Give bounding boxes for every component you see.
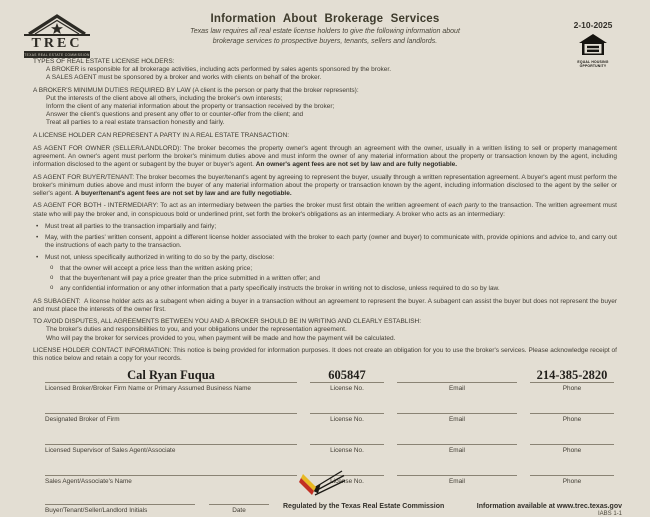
types-line-sales-agent: A SALES AGENT must be sponsored by a broker and works with clients on behalf of the broker.: [46, 74, 322, 82]
duties-line-4: Treat all parties to a real estate transaction honestly and fairly.: [46, 119, 225, 127]
field-supervisor-name[interactable]: [45, 430, 297, 445]
agent-buyer-lead: AS AGENT FOR BUYER/TENANT:: [33, 173, 135, 181]
email-label: Email: [449, 478, 465, 486]
phone-label: Phone: [562, 416, 582, 424]
regulated-by-text: Regulated by the Texas Real Estate Commission: [283, 503, 445, 511]
form-cell-designated-phone: [530, 399, 614, 423]
supervisor-label: Licensed Supervisor of Sales Agent/Associate: [45, 447, 176, 455]
form-cell-broker-name: [45, 368, 297, 392]
agent-buyer-body: The broker becomes the buyer/tenant's agent by agreeing to represent the buyer, usually through a written representation agreement. A buyer's agent must perform the broker's minimum duties above and must inform the buyer of any material information about the property or transaction known by the agent, including information disclosed to the agent by the seller or seller's agent.: [33, 173, 617, 197]
bullet-must-not-disclose: • Must not, unless specifically authorized in writing to do so by the party, disclose:: [33, 254, 617, 262]
disputes-heading: TO AVOID DISPUTES, ALL AGREEMENTS BETWEEN YOU AND A BROKER SHOULD BE IN WRITING AND CLEARLY ESTABLISH:: [33, 318, 422, 326]
subtitle-line-1: Texas law requires all real estate license holders to give the following information about: [190, 28, 460, 35]
phone-label: Phone: [562, 478, 582, 486]
form-cell-sales-agent-phone: [530, 461, 614, 485]
sales-agent-label: Sales Agent/Associate's Name: [45, 478, 132, 486]
form-cell-broker-phone: [530, 368, 614, 392]
equal-housing-text: [577, 60, 608, 68]
agent-owner-bold: An owner's agent fees are not set by law and are fully negotiable.: [255, 160, 458, 168]
section-duties-heading: A BROKER'S MINIMUM DUTIES REQUIRED BY LAW (A client is the person or party that the broker represents):: [33, 86, 359, 94]
field-date[interactable]: [209, 494, 269, 505]
designated-broker-label: Designated Broker of Firm: [45, 416, 120, 424]
equal-housing-line-1: EQUAL HOUSING: [577, 60, 609, 64]
field-sales-agent-name[interactable]: [45, 461, 297, 476]
header-right: [556, 20, 630, 72]
form-cell-designated-license: [310, 399, 384, 423]
section-types: [33, 58, 617, 82]
field-broker-phone[interactable]: 214-385-2820: [530, 368, 614, 383]
disputes-line-2: Who will pay the broker for services provided to you, when payment will be made and how the payment will be calculated.: [46, 334, 396, 342]
title-block: [110, 0, 540, 47]
info-available-block: [469, 494, 622, 517]
trec-wordmark: TREC: [24, 34, 90, 53]
form-cell-broker-email: [397, 368, 517, 392]
paragraph-agent-buyer: [33, 174, 617, 198]
field-initials[interactable]: [45, 494, 195, 505]
field-broker-email[interactable]: [397, 368, 517, 383]
phone-label: Phone: [562, 385, 582, 393]
paragraph-subagent: [33, 298, 617, 314]
section-represent-heading: A LICENSE HOLDER CAN REPRESENT A PARTY IN A REAL ESTATE TRANSACTION:: [33, 132, 290, 139]
date-label: Date: [232, 507, 246, 515]
trec-logo: [24, 13, 90, 58]
body-text: [33, 58, 617, 363]
paragraph-contact-info: [33, 347, 617, 363]
subagent-lead: AS SUBAGENT:: [33, 297, 81, 305]
form-cell-broker-license: [310, 368, 384, 392]
license-no-label: License No.: [330, 416, 364, 424]
info-available-text: Information available at www.trec.texas.gov: [476, 503, 622, 511]
equal-housing-line-2: OPPORTUNITY: [579, 64, 607, 68]
license-no-label: License No.: [330, 447, 364, 455]
types-line-broker: A BROKER is responsible for all brokerage activities, including acts performed by sales agents sponsored by the broker.: [46, 66, 392, 74]
form-cell-designated-name: [45, 399, 297, 423]
email-label: Email: [449, 416, 465, 424]
duties-line-2: Inform the client of any material information about the property or transaction received by the broker;: [46, 103, 335, 111]
form-cell-designated-email: [397, 399, 517, 423]
form-cell-supervisor-email: [397, 430, 517, 454]
sub-bullet-offer-price: o that the buyer/tenant will pay a price greater than the price submitted in a written offer; and: [33, 275, 617, 283]
form-cell-supervisor-name: [45, 430, 297, 454]
subtitle: [110, 27, 540, 47]
field-supervisor-phone[interactable]: [530, 430, 614, 445]
form-row-designated-broker: [0, 399, 650, 423]
field-sales-agent-phone[interactable]: [530, 461, 614, 476]
section-duties: [33, 87, 617, 128]
bullet-impartial: • Must treat all parties to the transaction impartially and fairly;: [33, 223, 617, 231]
field-designated-broker-phone[interactable]: [530, 399, 614, 414]
email-label: Email: [449, 385, 465, 393]
disputes-line-1: The broker's duties and responsibilities to you, and your obligations under the representation agreement.: [46, 326, 347, 334]
initials-label: Buyer/Tenant/Seller/Landlord Initials: [45, 507, 148, 515]
sub-bullet-confidential: o any confidential information or any other information that a party specifically instructs the broker in writing not to disclose, unless required to do so by law.: [33, 285, 617, 293]
agent-buyer-bold: A buyer/tenant's agent fees are not set by law and are fully negotiable.: [74, 189, 292, 197]
bullet-appoint: • May, with the parties' written consent, appoint a different license holder associated with the broker to each party (owner and buyer) to communicate with, provide opinions and advice to, and carry out the instructions of each party to the transaction.: [33, 234, 617, 250]
form-date: 2-10-2025: [573, 20, 613, 30]
form-cell-supervisor-license: [310, 430, 384, 454]
brokerage-ribbon-logo: [299, 467, 345, 504]
date-cell: [209, 494, 269, 517]
intermediary-italic: each party: [448, 202, 480, 210]
license-no-label: License No.: [330, 385, 364, 393]
intermediary-lead: AS AGENT FOR BOTH - INTERMEDIARY:: [33, 202, 159, 210]
trec-house-star-icon: [26, 13, 88, 35]
license-no-label: License No.: [330, 478, 364, 486]
field-designated-broker-email[interactable]: [397, 399, 517, 414]
contact-info-lead: LICENSE HOLDER CONTACT INFORMATION:: [33, 347, 172, 355]
intermediary-bullets: [33, 223, 617, 293]
duties-line-3: Answer the client's questions and present any offer to or counter-offer from the client; and: [46, 111, 304, 119]
section-disputes: [33, 318, 617, 342]
broker-name-label: Licensed Broker/Broker Firm Name or Primary Assumed Business Name: [45, 385, 251, 393]
form-cell-sales-agent-name: [45, 461, 297, 485]
agent-owner-lead: AS AGENT FOR OWNER (SELLER/LANDLORD):: [33, 144, 182, 152]
phone-label: Phone: [562, 447, 582, 455]
equal-housing-house-icon: [579, 34, 607, 55]
intermediary-body-post: to the transaction. The written agreement must state who will pay the broker and, in conspicuous bold or underlined print, set forth the broker's obligations as an intermediary. A broker who acts as an intermediary:: [33, 202, 617, 218]
form-cell-supervisor-phone: [530, 430, 614, 454]
field-designated-broker-license[interactable]: [310, 399, 384, 414]
field-broker-license[interactable]: 605847: [310, 368, 384, 383]
field-broker-name[interactable]: Cal Ryan Fuqua: [45, 368, 297, 383]
form-cell-sales-agent-email: [397, 461, 517, 485]
form-row-supervisor: [0, 430, 650, 454]
form-code: IABS 1-1: [597, 511, 622, 517]
contact-info-body: This notice is being provided for information purposes. It does not create an obligation for you to use the broker's services. Please acknowledge receipt of this notice below and retain a copy for your records.: [33, 347, 617, 363]
duties-line-1: Put the interests of the client above all others, including the broker's own interests;: [46, 95, 283, 102]
field-sales-agent-email[interactable]: [397, 461, 517, 476]
agent-owner-body: The broker becomes the property owner's agent through an agreement with the owner, usually in a written listing to sell or property management agreement. An owner's agent must perform the broker's minimum duties above and must inform the owner of any material information about the property or transaction known by the agent, including information disclosed to the agent or subagent by the buyer or buyer's agent.: [33, 144, 617, 168]
intermediary-body-pre: To act as an intermediary between the parties the broker must first obtain the written agreement of: [160, 202, 447, 210]
ribbon-check-icon: [299, 467, 345, 499]
field-designated-broker-name[interactable]: [45, 399, 297, 414]
section-types-heading: TYPES OF REAL ESTATE LICENSE HOLDERS:: [33, 58, 175, 65]
trec-tagline: TEXAS REAL ESTATE COMMISSION: [24, 53, 90, 57]
paragraph-agent-owner: [33, 145, 617, 169]
subtitle-line-2: brokerage services to prospective buyers, tenants, sellers and landlords.: [212, 37, 438, 45]
initials-cell: [45, 494, 195, 517]
form-row-broker: [0, 368, 650, 392]
equal-housing-logo: [577, 34, 608, 68]
field-supervisor-email[interactable]: [397, 430, 517, 445]
subagent-body: A license holder acts as a subagent when aiding a buyer in a transaction without an agreement to represent the buyer. A subagent can assist the buyer but does not represent the buyer and must place the interests of the owner first.: [33, 297, 617, 313]
email-label: Email: [449, 447, 465, 455]
sub-bullet-asking-price: o that the owner will accept a price less than the written asking price;: [33, 265, 617, 273]
paragraph-intermediary: [33, 202, 617, 218]
page-title: Information About Brokerage Services: [210, 13, 440, 25]
field-supervisor-license[interactable]: [310, 430, 384, 445]
